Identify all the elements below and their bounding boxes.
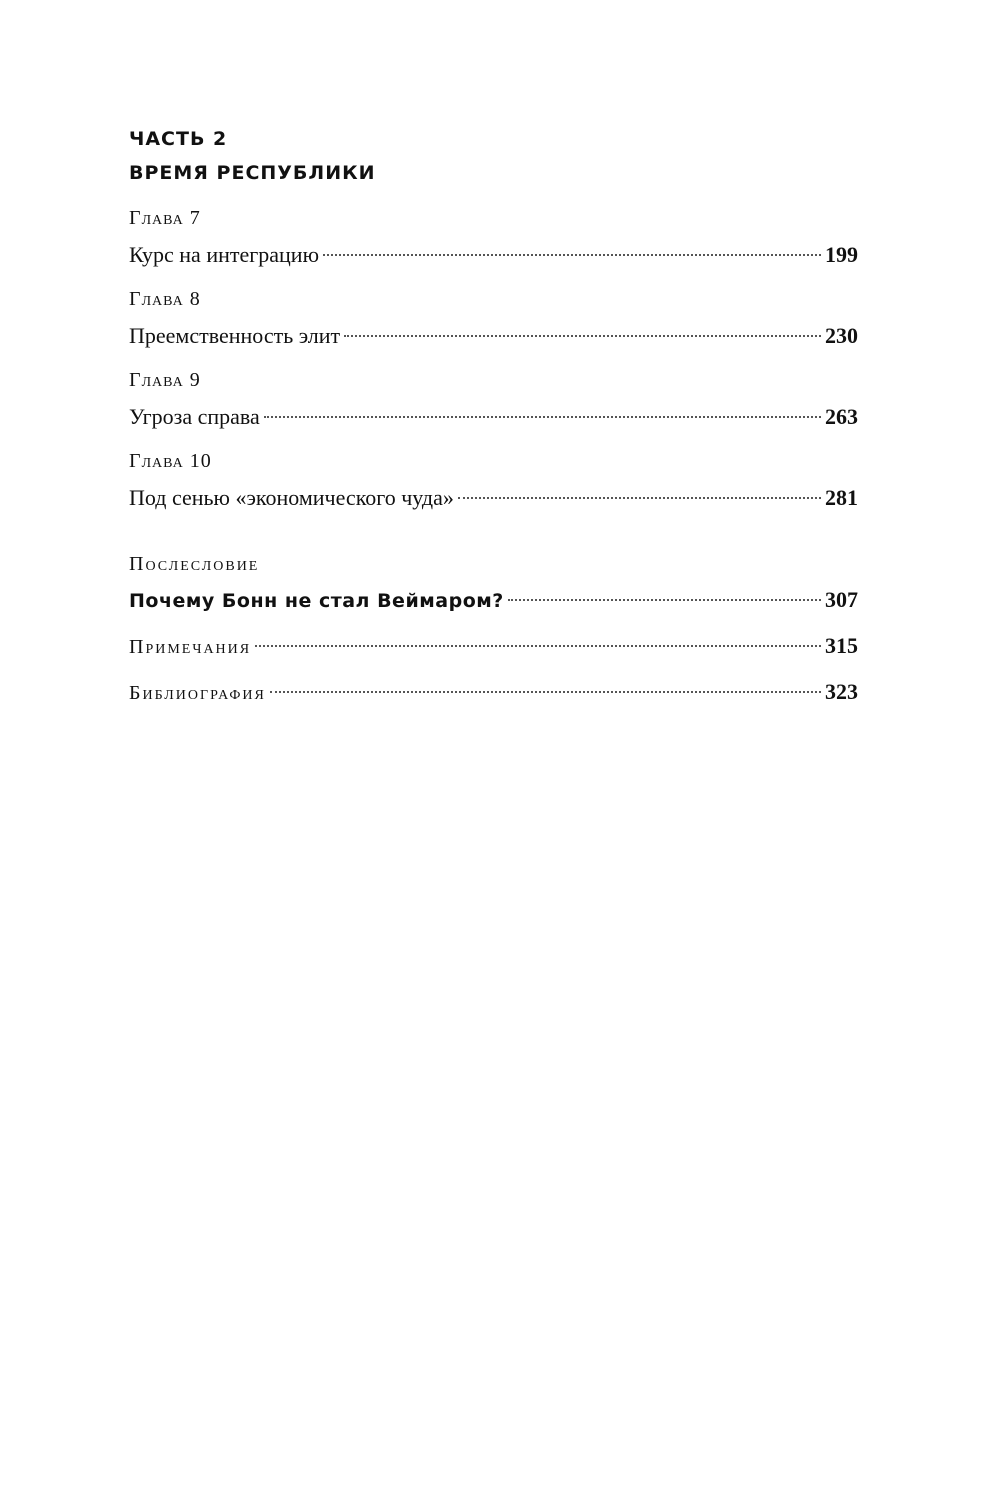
chapter-label: Глава 8 — [129, 288, 201, 310]
part-number: ЧАСТЬ 2 — [129, 128, 228, 150]
toc-link-chapter-10[interactable] — [129, 479, 858, 517]
chapter-title: Под сенью «экономического чуда» — [129, 485, 454, 510]
chapter-title: Угроза справа — [129, 404, 260, 429]
dot-leader — [508, 599, 821, 601]
chapter-title: Преемственность элит — [129, 323, 341, 348]
chapter-entry — [129, 443, 858, 517]
table-of-contents — [129, 200, 858, 711]
dot-leader — [323, 254, 821, 256]
toc-link-chapter-9[interactable] — [129, 398, 858, 436]
chapter-entry — [129, 281, 858, 355]
chapter-label: Глава 9 — [129, 369, 201, 391]
part-title: ВРЕМЯ РЕСПУБЛИКИ — [129, 162, 376, 184]
afterword-title: Почему Бонн не стал Веймаром? — [129, 590, 504, 612]
page-number: 263 — [825, 404, 858, 429]
dot-leader — [264, 416, 821, 418]
page-number: 323 — [825, 679, 858, 704]
dot-leader — [344, 335, 821, 337]
notes-title: Примечания — [129, 636, 252, 658]
chapter-label: Глава 7 — [129, 207, 201, 229]
afterword-entry — [129, 547, 858, 619]
chapter-entry — [129, 362, 858, 436]
dot-leader — [458, 497, 821, 499]
page-number: 199 — [825, 242, 858, 267]
page-number: 281 — [825, 485, 858, 510]
chapter-title: Курс на интеграцию — [129, 242, 320, 267]
page-number: 230 — [825, 323, 858, 348]
toc-link-bibliography[interactable] — [129, 673, 858, 711]
chapter-label: Глава 10 — [129, 450, 212, 472]
toc-link-chapter-7[interactable] — [129, 236, 858, 274]
toc-link-afterword[interactable] — [129, 581, 858, 619]
chapter-entry — [129, 200, 858, 274]
page-number: 315 — [825, 633, 858, 658]
dot-leader — [270, 691, 821, 693]
bibliography-title: Библиография — [129, 682, 266, 704]
toc-link-notes[interactable] — [129, 627, 858, 665]
page-number: 307 — [825, 587, 858, 612]
part-heading — [129, 122, 376, 190]
toc-link-chapter-8[interactable] — [129, 317, 858, 355]
dot-leader — [255, 645, 821, 647]
afterword-label: Послесловие — [129, 553, 260, 575]
